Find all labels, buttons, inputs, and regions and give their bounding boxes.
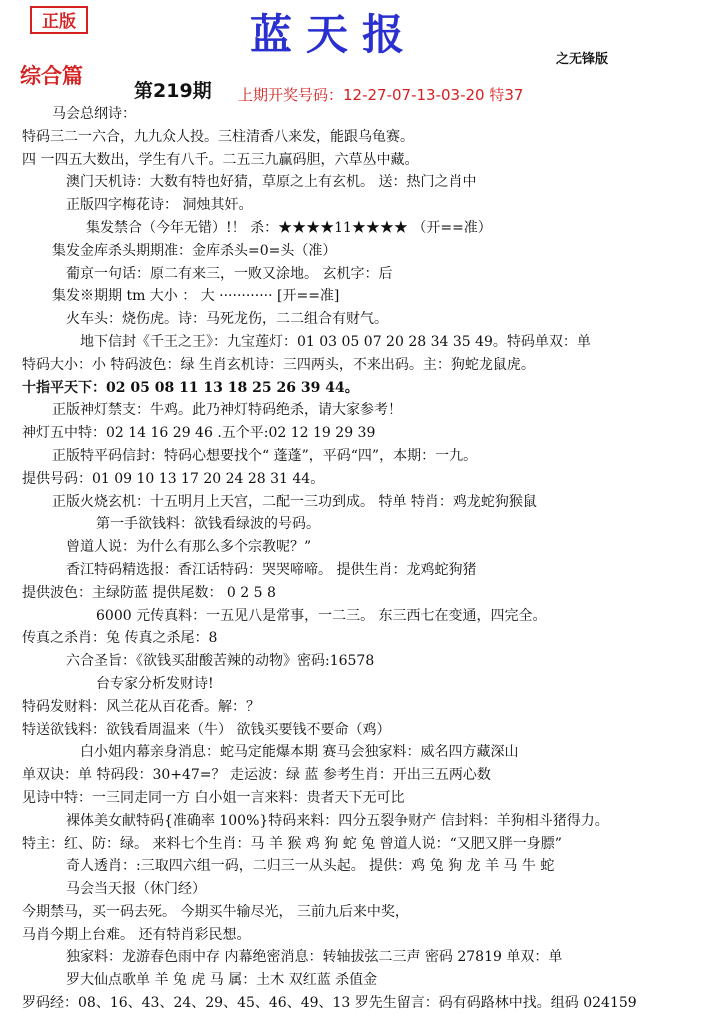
text-line: 正版火烧玄机：十五明月上天宫，二配一三功到成。 特单 特肖：鸡龙蛇狗猴鼠 [52,493,537,510]
text-line: 神灯五中特：02 14 16 29 46 .五个平:02 12 19 29 39 [22,425,376,442]
text-line: 提供号码：01 09 10 13 17 20 24 28 31 44。 [22,470,325,487]
text-line: 罗大仙点歌单 羊 兔 虎 马 属：土木 双红蓝 杀值金 [66,972,378,989]
edition-label: 之无锋版 [556,52,609,67]
section-heading: 综合篇 [20,64,83,88]
text-line: 特码三二一六合，九九众人投。三柱清香八来发，能跟乌龟赛。 [22,128,414,145]
text-line: 马会当天报（休门经） [66,881,206,898]
text-line: 单双诀：单 特码段：30+47=？ 走运波：绿 蓝 参考生肖：开出三五两心数 [22,767,491,784]
text-line: 香江特码精选报：香江话特码：哭哭啼啼。 提供生肖：龙鸡蛇狗猪 [66,561,477,578]
text-line: 今期禁马，买一码去死。 今期买牛输尽光， 三前九后来中奖， [22,903,409,920]
text-line: 集发※期期 tm 大小 ： 大 ············ [开==准] [52,288,340,305]
text-line: 火车头：烧伤虎。诗：马死龙伤，二二组合有财气。 [66,311,388,328]
text-line: 提供波色：主绿防蓝 提供尾数： 0 2 5 8 [22,584,276,601]
text-line: 四 一四五大数出，学生有八千。二五三九赢码胆，六草丛中藏。 [22,151,419,168]
text-line: 葡京一句话：原二有来三，一败又涂地。 玄机字：后 [66,265,393,282]
text-line: 澳门天机诗：大数有特也好猜，草原之上有玄机。 送：热门之肖中 [66,174,477,191]
text-line: 见诗中特：一三同走同一方 白小姐一言来料：贵者天下无可比 [22,789,405,806]
text-line: 特送欲钱料：欲钱看周温来（牛） 欲钱买要钱不要命（鸡） [22,721,391,738]
text-line: 特码大小：小 特码波色：绿 生肖玄机诗：三四两头，不来出码。主：狗蛇龙鼠虎。 [22,356,535,373]
text-line: 地下信封《千王之王》：九宝莲灯：01 03 05 07 20 28 34 35 49。特码单双：单 [80,333,591,350]
text-line: 马会总纲诗： [52,106,136,122]
paper-title: 蓝天报 [250,10,419,59]
text-line: 传真之杀肖：兔 传真之杀尾：8 [22,630,218,647]
text-line: 马肖今期上台难。 还有特肖彩民想。 [22,926,251,943]
text-line: 正版神灯禁支：牛鸡。此乃神灯特码绝杀，请大家参考！ [52,402,402,419]
text-line: 台专家分析发财诗! [96,675,214,692]
last-draw-numbers: 上期开奖号码：12-27-07-13-03-20 特37 [238,86,524,104]
text-line: 曾道人说：为什么有那么多个宗教呢？” [66,539,312,556]
body-text [0,103,713,1015]
text-line: 集发金库杀头期期准：金库杀头=0=头（准） [52,242,337,259]
text-line: 特主：红、防：绿。 来料七个生肖：马 羊 猴 鸡 狗 蛇 兔 曾道人说：“又肥又胖一身膘” [22,835,562,852]
text-line: 正版特平码信封：特码心想要找个“ 蓬蓬”，平码“四”，本期：一九。 [52,447,478,464]
text-line: 独家料：龙游春色雨中存 内幕绝密消息：转轴拔弦二三声 密码 27819 单双：单 [66,949,563,966]
text-line: 裸体美女献特码{准确率 100%}特码来料：四分五裂争财产 信封料：羊狗相斗猪得力。 [66,812,609,829]
text-line: 正版四字梅花诗： 洞烛其奸。 [66,197,253,214]
text-line: 白小姐内幕亲身消息：蛇马定能爆本期 赛马会独家料：威名四方藏深山 [80,744,519,761]
text-line: 六合圣旨：《欲钱买甜酸苦辣的动物》密码:16578 [66,653,375,670]
text-line: 罗码经：08、16、43、24、29、45、46、49、13 罗先生留言：码有码路林中找。组码 024159 [22,995,637,1012]
text-line: 特码发财料：风兰花从百花香。解：？ [22,698,260,715]
text-line: 十指平天下：02 05 08 11 13 18 25 26 39 44。 [22,379,359,396]
text-line: 集发禁合（今年无错）!！ 杀：★★★★11★★★★ （开==准） [86,219,492,236]
issue-number: 第219期 [134,80,212,102]
text-line: 奇人透肖：:三取四六组一码，二归三一从头起。 提供：鸡 兔 狗 龙 羊 马 牛 蛇 [66,858,555,875]
genuine-badge: 正版 [30,6,88,34]
text-line: 6000 元传真料：一五见八是常事，一二三。 东三西七在变通，四完全。 [96,607,547,624]
text-line: 第一手欲钱料：欲钱看绿波的号码。 [96,516,320,533]
